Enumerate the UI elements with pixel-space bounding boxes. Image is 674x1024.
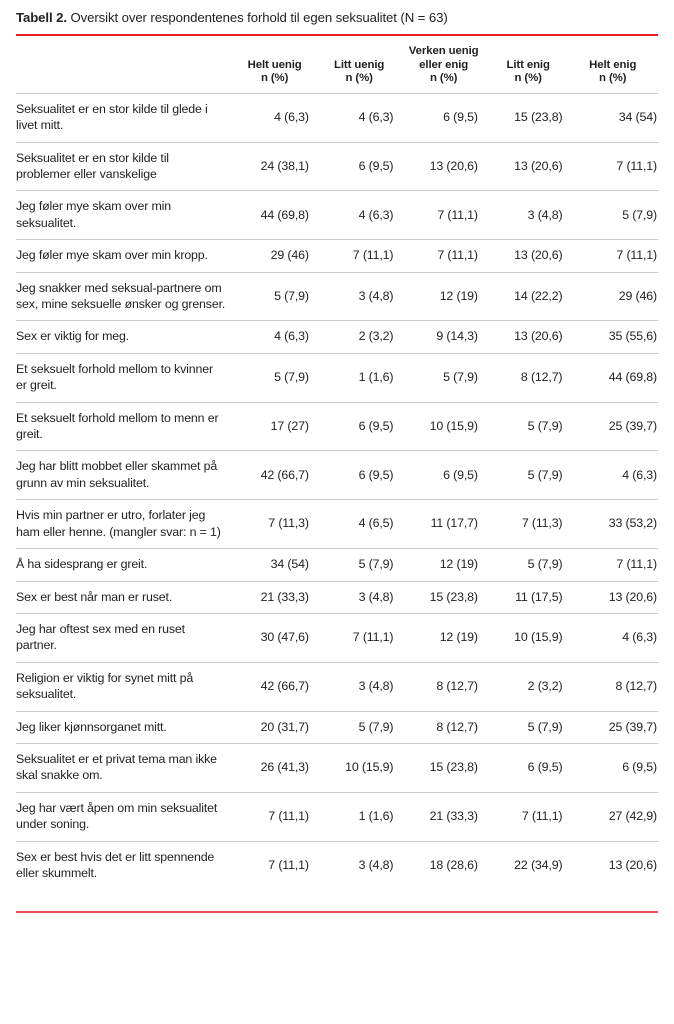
table-bottom-rule [16,911,658,913]
value-cell: 26 (41,3) [235,743,320,792]
value-cell: 6 (9,5) [320,142,405,191]
header-line-2: Helt uenig [247,58,302,71]
value-cell: 4 (6,3) [320,93,405,142]
table-row [16,841,658,889]
value-cell: 10 (15,9) [320,743,405,792]
value-cell: 21 (33,3) [235,581,320,613]
value-cell: 21 (33,3) [404,792,489,841]
statement-cell: Et seksuelt forhold mellom to kvinner er greit. [16,353,235,402]
column-header-helt-uenig [235,36,320,93]
value-cell: 6 (9,5) [489,743,574,792]
statistics-table [16,36,658,889]
value-cell: 15 (23,8) [489,93,574,142]
value-cell: 4 (6,5) [320,500,405,549]
value-cell: 13 (20,6) [404,142,489,191]
value-cell: 5 (7,9) [320,549,405,581]
value-cell: 1 (1,6) [320,792,405,841]
value-cell: 3 (4,8) [489,191,574,240]
value-cell: 8 (12,7) [489,353,574,402]
statement-cell: Jeg føler mye skam over min seksualitet. [16,191,235,240]
value-cell: 6 (9,5) [320,451,405,500]
value-cell: 13 (20,6) [573,581,658,613]
value-cell: 9 (14,3) [404,321,489,353]
value-cell: 5 (7,9) [235,353,320,402]
value-cell: 7 (11,1) [573,549,658,581]
value-cell: 12 (19) [404,549,489,581]
value-cell: 30 (47,6) [235,613,320,662]
table-row [16,191,658,240]
value-cell: 11 (17,5) [489,581,574,613]
table-row [16,402,658,451]
value-cell: 3 (4,8) [320,581,405,613]
value-cell: 13 (20,6) [489,321,574,353]
header-line-2: Helt enig [589,58,637,71]
value-cell: 11 (17,7) [404,500,489,549]
table-row [16,142,658,191]
value-cell: 25 (39,7) [573,402,658,451]
table-row [16,451,658,500]
value-cell: 13 (20,6) [489,142,574,191]
table-row [16,549,658,581]
column-header-statement [16,36,235,93]
value-cell: 7 (11,1) [489,792,574,841]
table-header-row [16,36,658,93]
table-row [16,93,658,142]
value-cell: 17 (27) [235,402,320,451]
value-cell: 34 (54) [235,549,320,581]
value-cell: 7 (11,1) [404,240,489,272]
value-cell: 5 (7,9) [489,402,574,451]
value-cell: 5 (7,9) [489,549,574,581]
value-cell: 7 (11,3) [489,500,574,549]
value-cell: 6 (9,5) [404,93,489,142]
value-cell: 10 (15,9) [404,402,489,451]
value-cell: 27 (42,9) [573,792,658,841]
value-cell: 34 (54) [573,93,658,142]
value-cell: 13 (20,6) [608,857,657,872]
header-line-3: n (%) [345,72,373,85]
value-cell: 3 (4,8) [320,272,405,321]
value-cell: 4 (6,3) [573,613,658,662]
header-line-2: Litt enig [506,58,550,71]
value-cell: 18 (28,6) [429,857,478,872]
table-row [16,321,658,353]
statement-cell: Jeg har blitt mobbet eller skammet på grunn av min seksualitet. [16,451,235,500]
value-cell: 5 (7,9) [573,191,658,240]
value-cell: 15 (23,8) [404,581,489,613]
table-head [16,36,658,93]
value-cell: 29 (46) [235,240,320,272]
value-cell: 35 (55,6) [573,321,658,353]
value-cell: 44 (69,8) [235,191,320,240]
value-cell: 4 (6,3) [235,321,320,353]
value-cell: 4 (6,3) [235,93,320,142]
table-caption-label: Tabell 2. [16,10,67,25]
value-cell: 7 (11,1) [404,191,489,240]
value-cell: 12 (19) [404,613,489,662]
value-cell: 5 (7,9) [320,711,405,743]
statement-cell: Hvis min partner er utro, forlater jeg ham eller henne. (mangler svar: n = 1) [16,500,235,549]
value-cell: 13 (20,6) [489,240,574,272]
statement-cell: Religion er viktig for synet mitt på seksualitet. [16,662,235,711]
value-cell: 22 (34,9) [514,857,563,872]
statement-cell: Jeg snakker med seksual-partnere om sex, mine seksuelle ønsker og grenser. [16,272,235,321]
header-line-3: n (%) [260,72,289,85]
value-cell: 14 (22,2) [489,272,574,321]
value-cell: 4 (6,3) [320,191,405,240]
header-line-1: Verken uenig [408,45,479,57]
table-row [16,353,658,402]
statement-cell: Jeg føler mye skam over min kropp. [16,240,235,272]
value-cell: 3 (4,8) [320,662,405,711]
value-cell: 2 (3,2) [320,321,405,353]
value-cell: 3 (4,8) [358,857,394,872]
value-cell: 15 (23,8) [404,743,489,792]
header-line-2: eller enig [419,58,469,71]
value-cell: 44 (69,8) [573,353,658,402]
value-cell: 20 (31,7) [235,711,320,743]
value-cell: 25 (39,7) [573,711,658,743]
statement-cell: Å ha sidesprang er greit. [16,549,235,581]
value-cell: 42 (66,7) [235,451,320,500]
column-header-helt-enig [573,36,658,93]
column-header-verken-uenig-eller-enig [404,36,489,93]
statement-cell: Seksualitet er en stor kilde til glede i livet mitt. [16,93,235,142]
table-row [16,711,658,743]
header-line-3: n (%) [429,72,458,85]
value-cell: 33 (53,2) [573,500,658,549]
table-row [16,613,658,662]
column-header-litt-uenig [320,36,405,93]
table-row [16,240,658,272]
value-cell: 24 (38,1) [235,142,320,191]
value-cell: 8 (12,7) [404,711,489,743]
value-cell: 5 (7,9) [404,353,489,402]
value-cell: 5 (7,9) [489,711,574,743]
table-caption-text: Oversikt over respondentenes forhold til egen seksualitet (N = 63) [70,10,448,25]
value-cell: 7 (11,1) [320,240,405,272]
value-cell: 7 (11,1) [268,857,309,872]
statement-cell: Seksualitet er et privat tema man ikke skal snakke om. [16,743,235,792]
value-cell: 5 (7,9) [489,451,574,500]
value-cell: 8 (12,7) [573,662,658,711]
value-cell: 6 (9,5) [573,743,658,792]
table-row [16,272,658,321]
value-cell: 4 (6,3) [573,451,658,500]
statement-cell: Jeg liker kjønnsorganet mitt. [16,711,235,743]
table-row [16,743,658,792]
table-body [16,93,658,889]
value-cell: 7 (11,1) [573,240,658,272]
statement-cell: Sex er viktig for meg. [16,321,235,353]
header-line-3: n (%) [599,72,627,85]
statement-cell: Sex er best når man er ruset. [16,581,235,613]
column-header-litt-enig [489,36,574,93]
statement-cell: Jeg har vært åpen om min seksualitet under soning. [16,792,235,841]
value-cell: 6 (9,5) [404,451,489,500]
table-caption [16,9,658,34]
value-cell: 1 (1,6) [320,353,405,402]
statement-cell: Et seksuelt forhold mellom to menn er greit. [16,402,235,451]
value-cell: 7 (11,1) [573,142,658,191]
value-cell: 7 (11,1) [235,792,320,841]
table-row [16,581,658,613]
value-cell: 7 (11,3) [235,500,320,549]
value-cell: 10 (15,9) [489,613,574,662]
statement-cell: Sex er best hvis det er litt spennende eller skummelt. [16,849,215,880]
value-cell: 12 (19) [404,272,489,321]
statement-cell: Seksualitet er en stor kilde til problemer eller vanskelige [16,142,235,191]
table-row [16,792,658,841]
value-cell: 2 (3,2) [489,662,574,711]
value-cell: 8 (12,7) [404,662,489,711]
header-line-3: n (%) [514,72,542,85]
value-cell: 5 (7,9) [235,272,320,321]
table-row [16,500,658,549]
value-cell: 6 (9,5) [320,402,405,451]
value-cell: 7 (11,1) [320,613,405,662]
value-cell: 42 (66,7) [235,662,320,711]
header-line-2: Litt uenig [334,58,385,71]
statement-cell: Jeg har oftest sex med en ruset partner. [16,613,235,662]
table-row [16,662,658,711]
value-cell: 29 (46) [573,272,658,321]
